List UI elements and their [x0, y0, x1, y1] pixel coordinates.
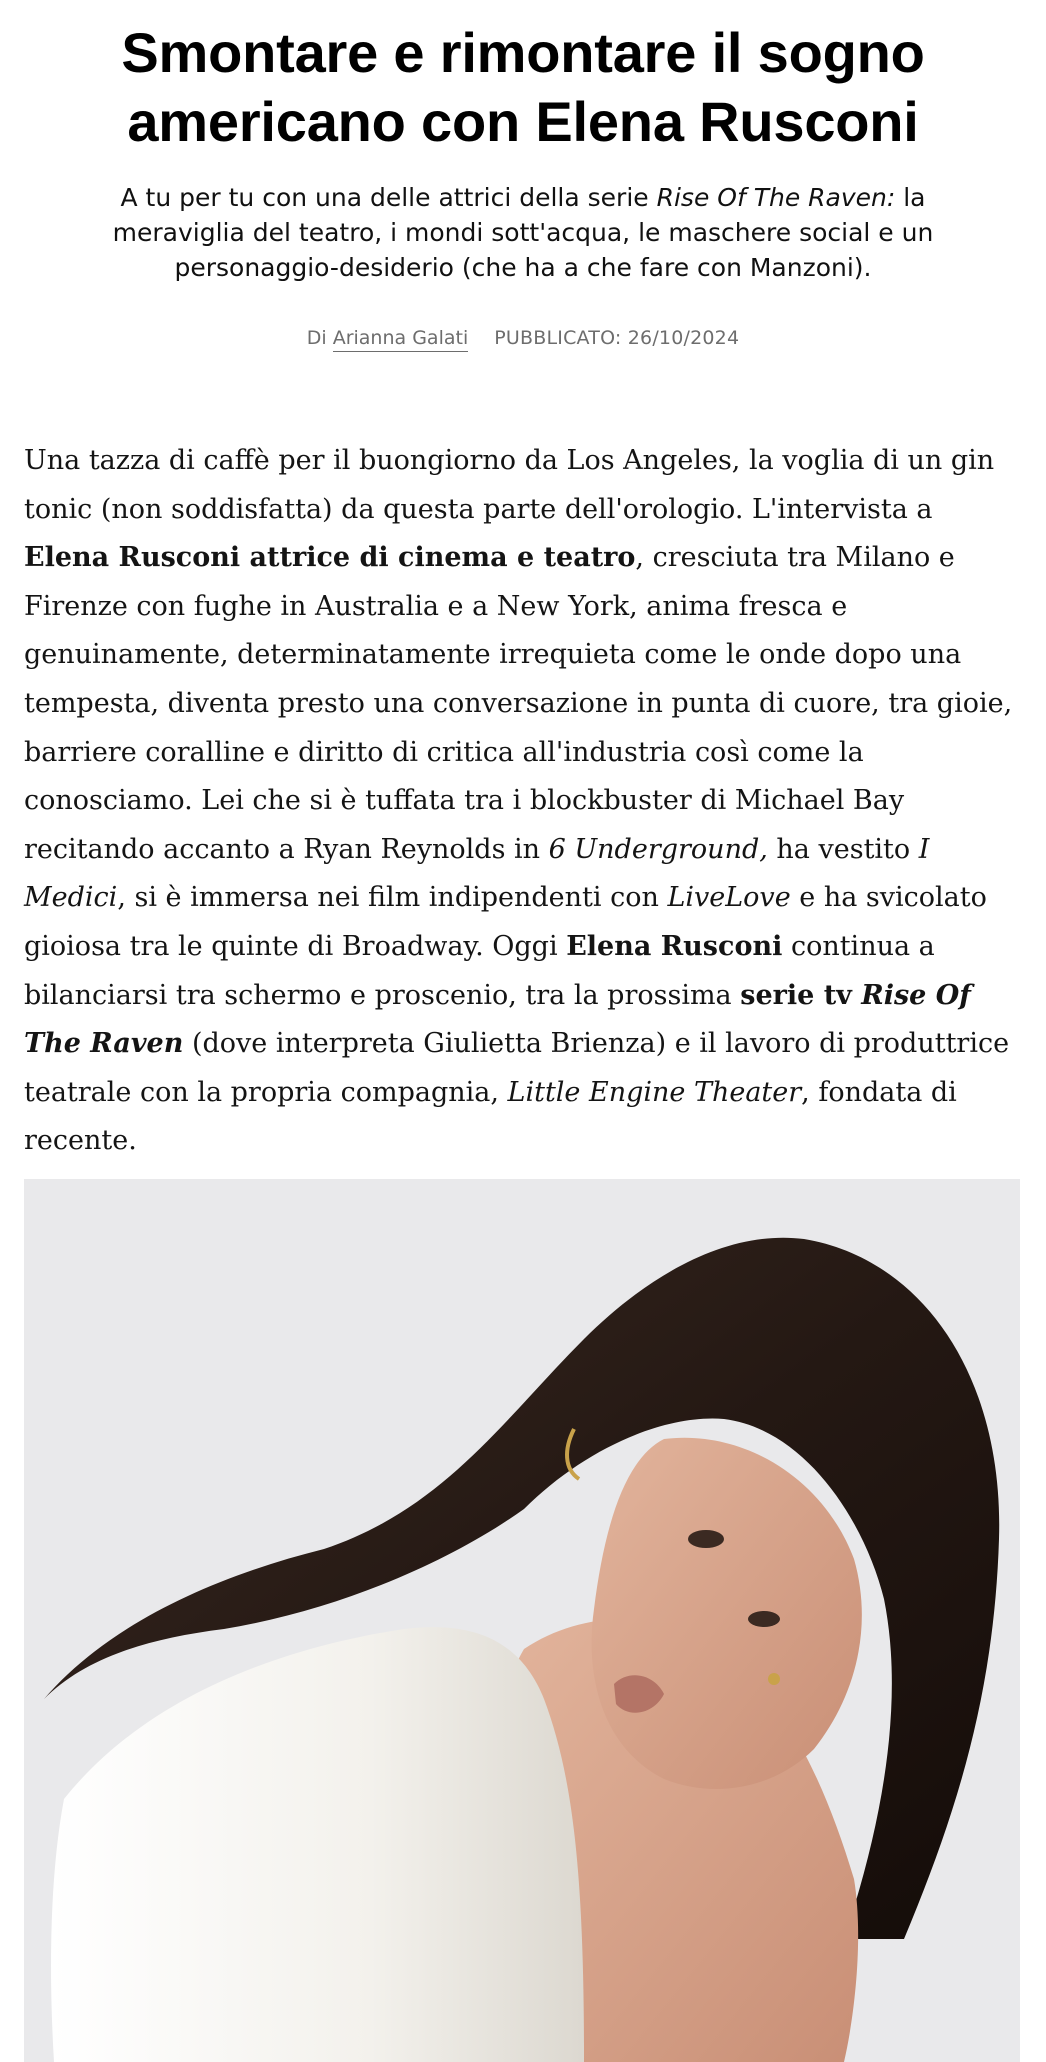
dek-text-1: A tu per tu con una delle attrici della serie [120, 183, 657, 212]
body-text-5: e ha svicolato gioiosa tra le quinte di Broadway. Oggi [24, 882, 987, 962]
article-paragraph [0, 437, 1046, 1166]
eye-shape [748, 1611, 780, 1627]
body-text-7: (dove interpreta Giulietta Brienza) e il lavoro di produttrice teatrale con la propria compagnia, [24, 1028, 1010, 1108]
earring-shape [768, 1673, 780, 1685]
body-bold-italic-show-title: Rise Of The Raven [24, 979, 971, 1060]
article-dek [93, 180, 953, 285]
body-text-6: continua a bilanciarsi tra schermo e proscenio, tra la prossima [24, 930, 935, 1011]
portrait-illustration [24, 1179, 1020, 2062]
article-headline: Smontare e rimontare il sogno americano con Elena Rusconi [121, 21, 925, 153]
author-link[interactable]: Arianna Galati [333, 327, 469, 352]
body-text-8: , fondata di recente. [24, 1076, 957, 1157]
body-text-1: Una tazza di caffè per il buongiorno da Los Angeles, la voglia di un gin tonic (non soddisfatta) da questa parte dell'orologio. L'intervista a [24, 445, 995, 525]
publish-date: PUBBLICATO: 26/10/2024 [494, 327, 740, 349]
body-italic-theater-company: Little Engine Theater [507, 1076, 802, 1108]
byline-prefix: Di [306, 327, 327, 349]
body-bold-series-label: serie tv [740, 979, 862, 1011]
body-italic-livelove: LiveLove [667, 882, 791, 914]
body-italic-i-medici: I Medici [24, 833, 930, 914]
dek-text-2: la meraviglia del teatro, i mondi sott'acqua, le maschere social e un personaggio-desiderio (che ha a che fare con Manzoni). [112, 183, 934, 282]
byline [0, 327, 1046, 349]
body-bold-actress: Elena Rusconi attrice di cinema e teatro [24, 542, 636, 574]
hero-photo [24, 1179, 1020, 2062]
body-text-4: , si è immersa nei film indipendenti con [117, 882, 668, 914]
dek-show-title: Rise Of The Raven: [656, 183, 896, 212]
body-bold-name: Elena Rusconi [566, 930, 783, 962]
body-italic-film-6-underground: 6 Underground, [548, 833, 768, 865]
body-text-2: , cresciuta tra Milano e Firenze con fughe in Australia e a New York, anima fresca e genuinamente, determinatamente irrequieta come le onde dopo una tempesta, diventa presto una conversazione in punta di cuore, tra gioie, barriere coralline e diritto di critica all'industria così come la conosciamo. Lei che si è tuffata tra i blockbuster di Michael Bay recitando accanto a Ryan Reynolds in [24, 542, 1013, 865]
eye-shape [688, 1530, 724, 1548]
body-text-3: ha vestito [767, 833, 919, 865]
